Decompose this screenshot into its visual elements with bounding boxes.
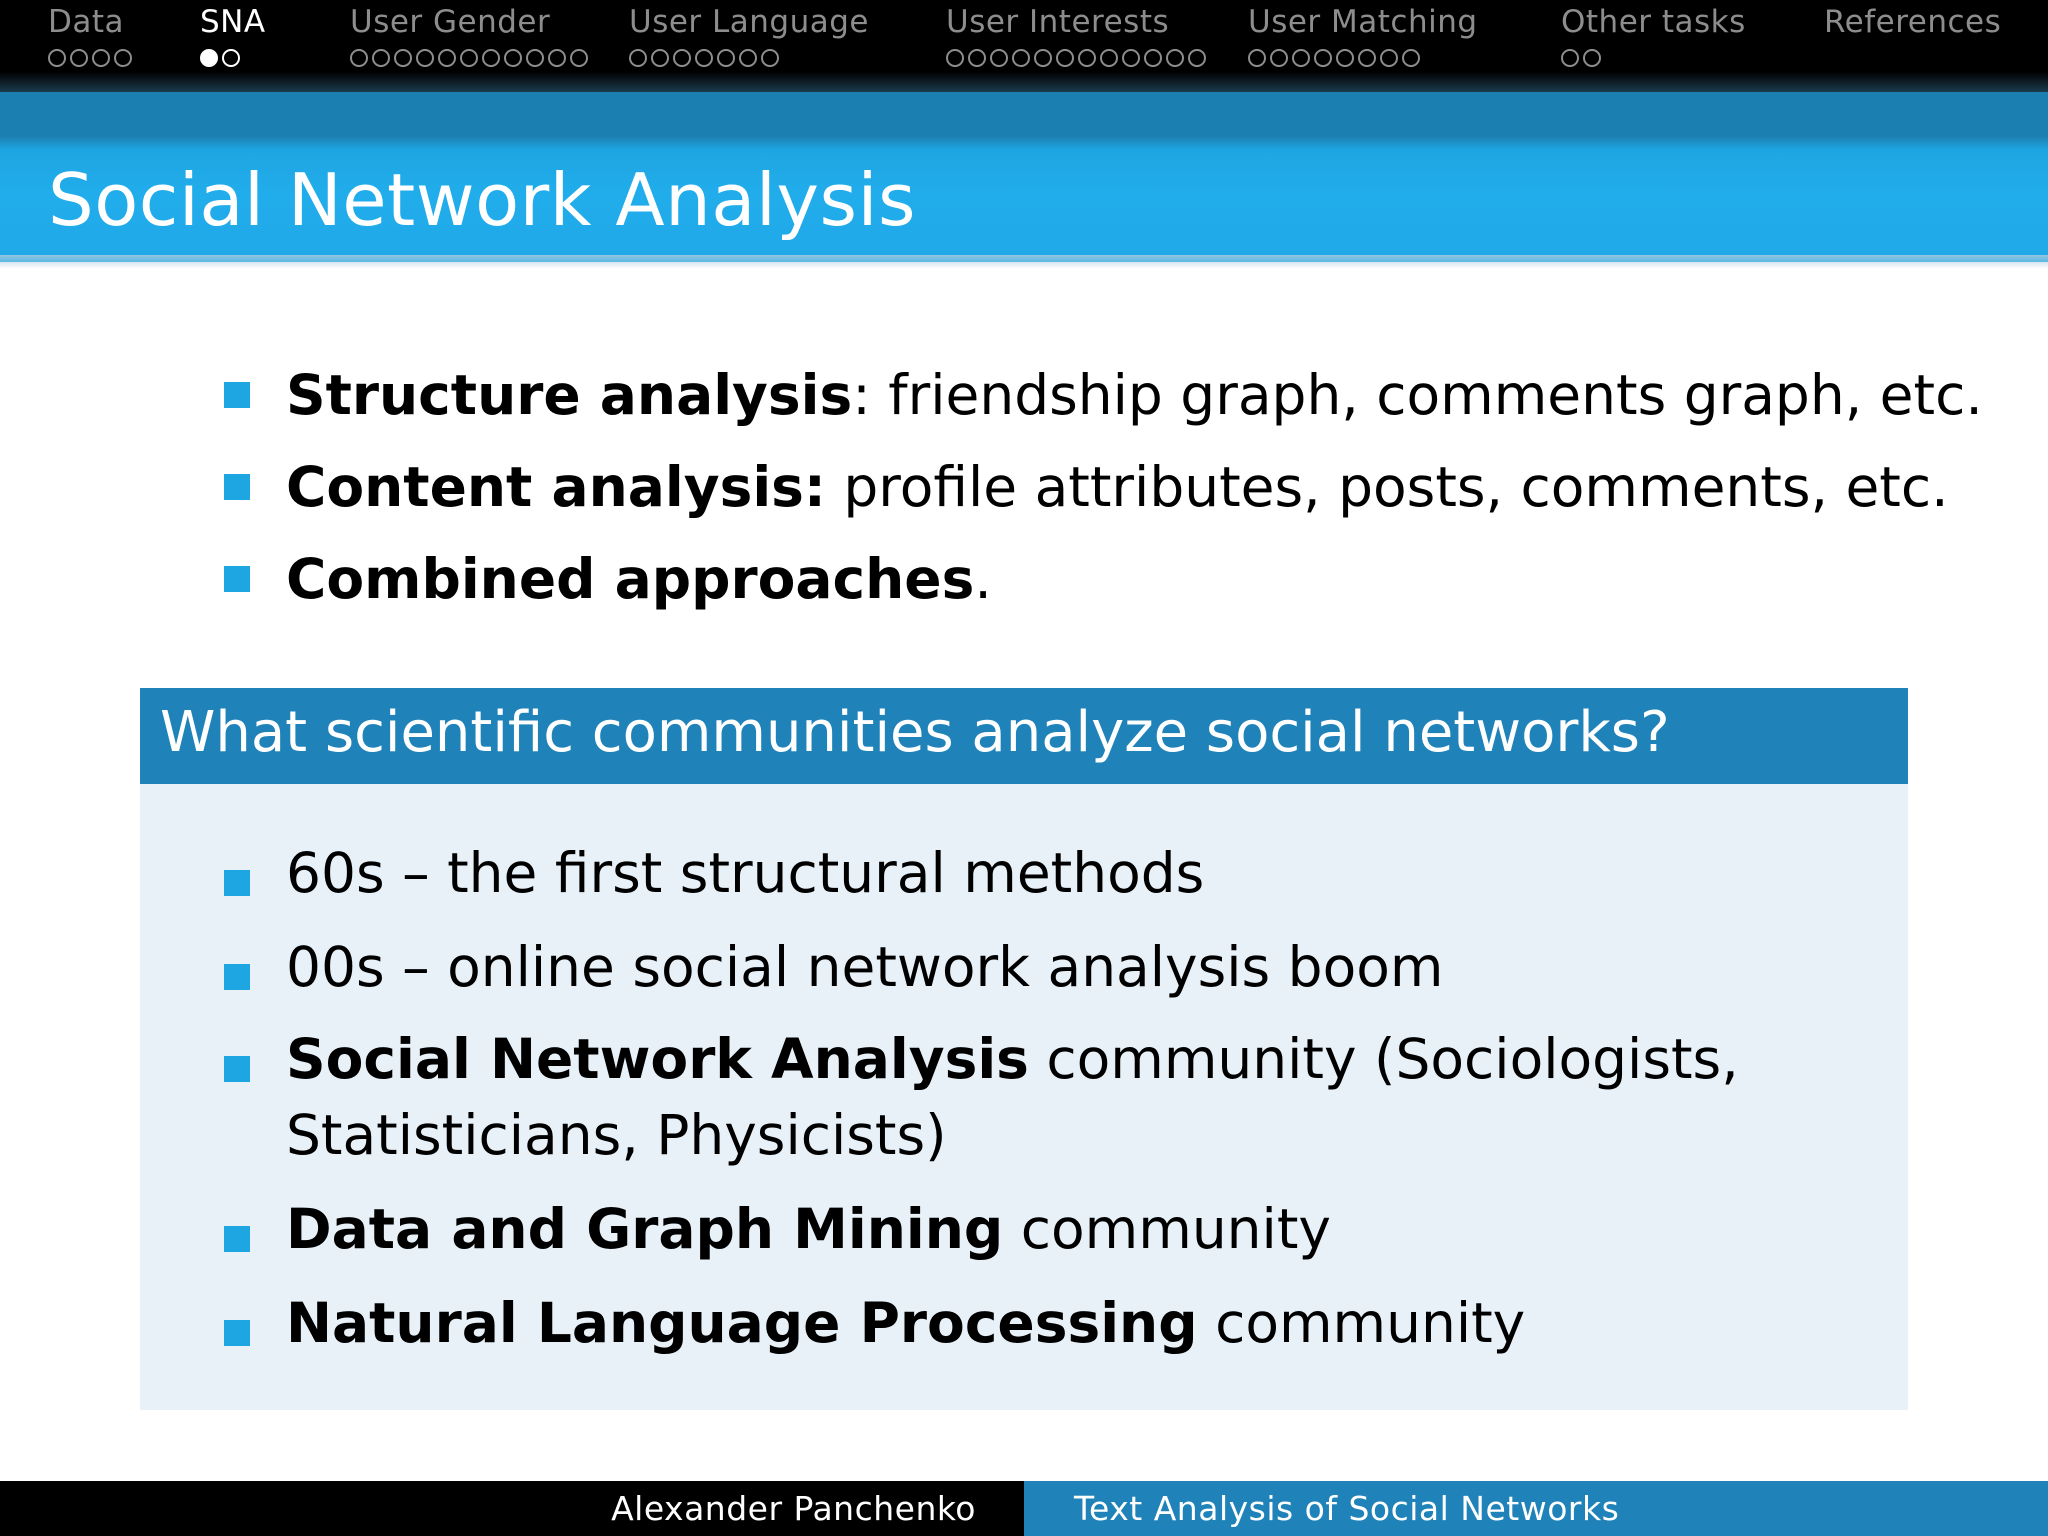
- frame-dot-icon[interactable]: [1248, 49, 1266, 67]
- nav-section-label[interactable]: User Interests: [946, 4, 1170, 40]
- frame-dot-icon[interactable]: [761, 49, 779, 67]
- footer-title-box: [1024, 1481, 2048, 1536]
- bullet-text: community: [1197, 1291, 1526, 1355]
- frame-dot-icon[interactable]: [1358, 49, 1376, 67]
- bullet-square-icon: [224, 870, 250, 896]
- nav-section-user-matching[interactable]: [1248, 0, 1478, 67]
- footer-author: Alexander Panchenko: [611, 1489, 976, 1528]
- bullet-bold-text: Content analysis:: [286, 455, 826, 519]
- nav-section-label[interactable]: Other tasks: [1561, 4, 1746, 40]
- frame-dot-icon[interactable]: [1292, 49, 1310, 67]
- bullet-bold-text: Structure analysis: [286, 363, 853, 427]
- bullet-square-icon: [224, 382, 250, 408]
- frame-dot-icon[interactable]: [372, 49, 390, 67]
- footer-talk-title: Text Analysis of Social Networks: [1074, 1489, 1620, 1528]
- frame-dot-icon[interactable]: [629, 49, 647, 67]
- frame-dot-icon[interactable]: [1583, 49, 1601, 67]
- frame-dot-icon[interactable]: [1078, 49, 1096, 67]
- bullet-square-icon: [224, 1056, 250, 1082]
- frame-dot-icon[interactable]: [946, 49, 964, 67]
- nav-frame-dots: [946, 49, 1206, 67]
- nav-section-sna[interactable]: [200, 0, 266, 67]
- frame-dot-icon[interactable]: [1144, 49, 1162, 67]
- bullet-text: community: [1003, 1197, 1331, 1261]
- nav-section-label[interactable]: SNA: [200, 4, 266, 40]
- bullet-bold-text: Combined approaches: [286, 547, 975, 611]
- nav-section-data[interactable]: [48, 0, 132, 67]
- bullet-square-icon: [224, 474, 250, 500]
- bullet-text: community (Sociologists,: [1028, 1027, 1739, 1091]
- frame-dot-icon[interactable]: [482, 49, 500, 67]
- frame-dot-icon[interactable]: [739, 49, 757, 67]
- frame-dot-icon[interactable]: [695, 49, 713, 67]
- frame-dot-icon[interactable]: [1402, 49, 1420, 67]
- frame-dot-icon[interactable]: [717, 49, 735, 67]
- slide-title: Social Network Analysis: [48, 158, 917, 242]
- frame-dot-icon[interactable]: [222, 49, 240, 67]
- frame-dot-icon[interactable]: [651, 49, 669, 67]
- bullet-bold-text: Social Network Analysis: [286, 1027, 1029, 1091]
- nav-section-other-tasks[interactable]: [1561, 0, 1746, 67]
- nav-section-user-language[interactable]: [629, 0, 869, 67]
- frame-dot-icon[interactable]: [570, 49, 588, 67]
- bullet-bold-text: Data and Graph Mining: [286, 1197, 1004, 1261]
- bullet-text: profile attributes, posts, comments, etc.: [825, 455, 1949, 519]
- nav-section-user-interests[interactable]: [946, 0, 1206, 67]
- frame-dot-icon[interactable]: [48, 49, 66, 67]
- nav-frame-dots: [1561, 49, 1746, 67]
- bullet-continuation-text: Statisticians, Physicists): [286, 1103, 947, 1167]
- block-title: [140, 688, 1908, 784]
- bullet-square-icon: [224, 1320, 250, 1346]
- bullet-square-icon: [224, 964, 250, 990]
- frame-dot-icon[interactable]: [394, 49, 412, 67]
- footline: [0, 1481, 2048, 1536]
- frame-dot-icon[interactable]: [1100, 49, 1118, 67]
- nav-frame-dots: [1248, 49, 1478, 67]
- nav-section-label[interactable]: User Gender: [350, 4, 551, 40]
- block-title-text: What scientific communities analyze social networks?: [160, 700, 1670, 765]
- frame-dot-icon[interactable]: [1188, 49, 1206, 67]
- bullet-text: 60s – the first structural methods: [286, 841, 1205, 905]
- nav-section-label[interactable]: User Matching: [1248, 4, 1478, 40]
- frame-dot-icon[interactable]: [504, 49, 522, 67]
- nav-section-label[interactable]: References: [1824, 4, 2002, 40]
- frame-dot-icon[interactable]: [1034, 49, 1052, 67]
- frame-dot-icon[interactable]: [548, 49, 566, 67]
- nav-section-label[interactable]: User Language: [629, 4, 869, 40]
- section-navigation-bar: [0, 0, 2048, 92]
- nav-frame-dots: [200, 49, 266, 67]
- bullet-square-icon: [224, 1226, 250, 1252]
- frame-dot-icon[interactable]: [968, 49, 986, 67]
- frame-dot-icon[interactable]: [990, 49, 1008, 67]
- frame-dot-icon[interactable]: [438, 49, 456, 67]
- bullet-text: : friendship graph, comments graph, etc.: [852, 363, 1983, 427]
- frame-dot-icon[interactable]: [1336, 49, 1354, 67]
- frame-dot-icon[interactable]: [673, 49, 691, 67]
- frame-dot-icon[interactable]: [1012, 49, 1030, 67]
- frame-dot-icon[interactable]: [460, 49, 478, 67]
- bullet-square-icon: [224, 566, 250, 592]
- frame-dot-icon[interactable]: [1380, 49, 1398, 67]
- frame-dot-icon[interactable]: [200, 49, 218, 67]
- bullet-bold-text: Natural Language Processing: [286, 1291, 1198, 1355]
- frame-dot-icon[interactable]: [1270, 49, 1288, 67]
- frame-dot-icon[interactable]: [1122, 49, 1140, 67]
- frame-dot-icon[interactable]: [350, 49, 368, 67]
- nav-frame-dots: [48, 49, 132, 67]
- nav-frame-dots: [629, 49, 869, 67]
- frame-dot-icon[interactable]: [92, 49, 110, 67]
- nav-section-references[interactable]: [1824, 0, 2001, 49]
- nav-section-label[interactable]: Data: [48, 4, 125, 40]
- frame-dot-icon[interactable]: [1561, 49, 1579, 67]
- frame-dot-icon[interactable]: [114, 49, 132, 67]
- title-bar-shadow: [0, 255, 2048, 269]
- nav-frame-dots: [350, 49, 588, 67]
- footer-author-box: [0, 1481, 1024, 1536]
- frame-dot-icon[interactable]: [1056, 49, 1074, 67]
- nav-section-user-gender[interactable]: [350, 0, 588, 67]
- frame-dot-icon[interactable]: [526, 49, 544, 67]
- frame-dot-icon[interactable]: [70, 49, 88, 67]
- bullet-text: 00s – online social network analysis boom: [286, 935, 1444, 999]
- frame-dot-icon[interactable]: [416, 49, 434, 67]
- frame-dot-icon[interactable]: [1314, 49, 1332, 67]
- bullet-text: .: [974, 547, 992, 611]
- frame-dot-icon[interactable]: [1166, 49, 1184, 67]
